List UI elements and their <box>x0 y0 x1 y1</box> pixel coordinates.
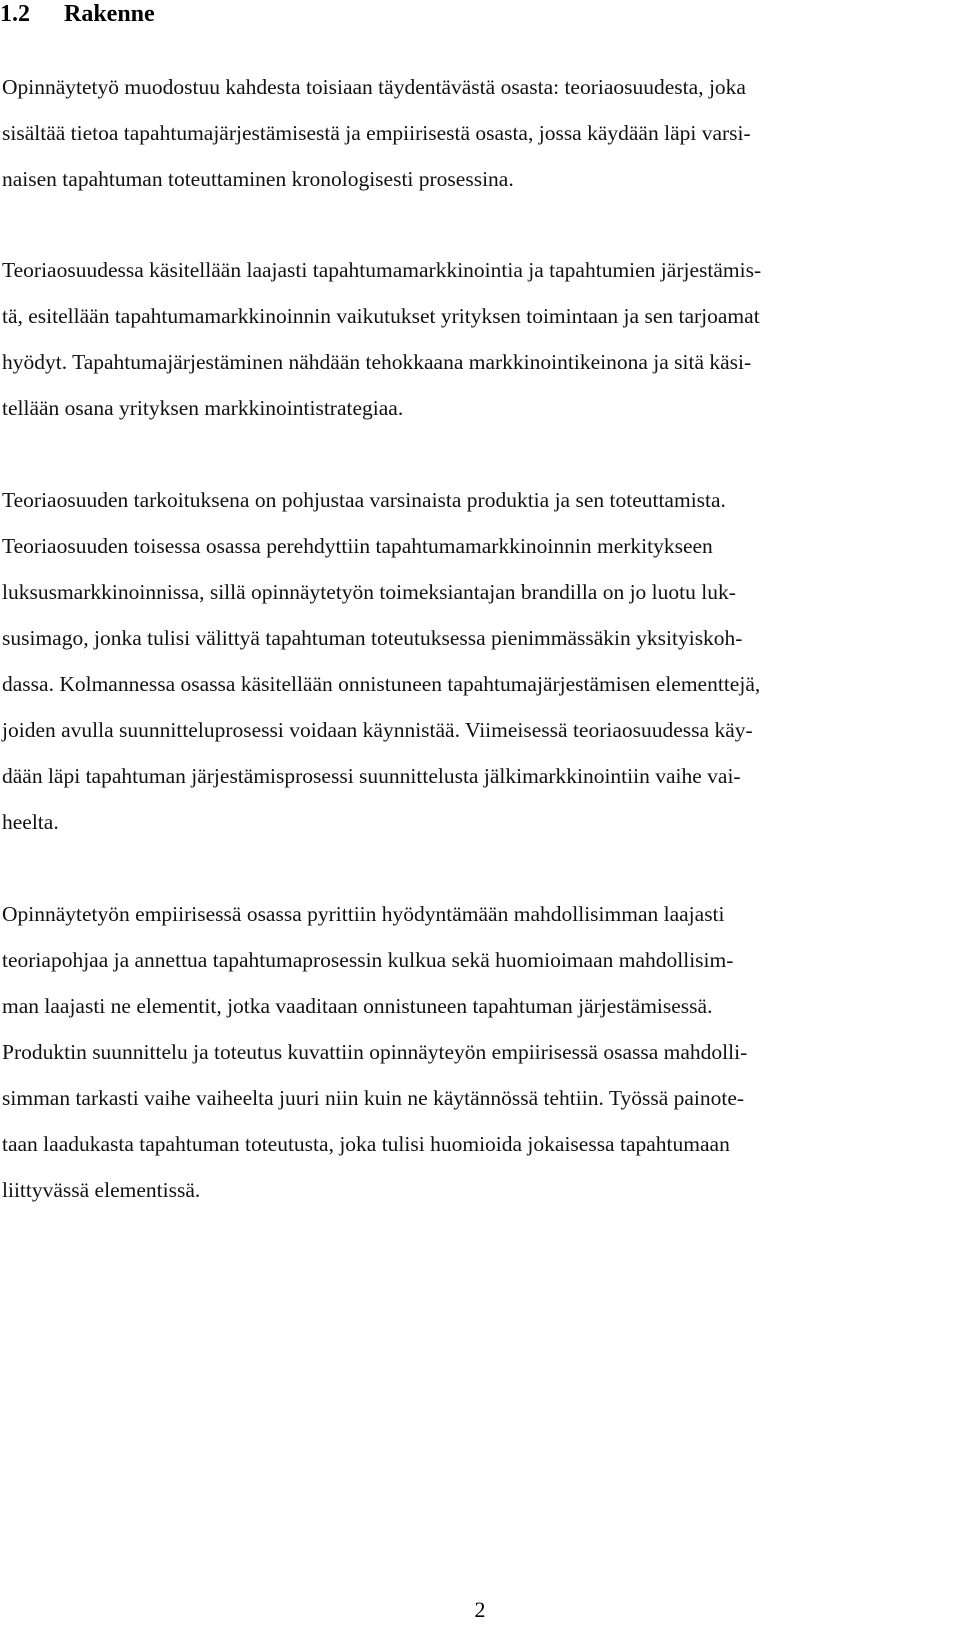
paragraph-empirical-part <box>2 891 747 1213</box>
paragraph-intro <box>2 64 751 202</box>
text-line: tellään osana yrityksen markkinointistrategiaa. <box>2 396 404 420</box>
text-line: simman tarkasti vaihe vaiheelta juuri niin kuin ne käytännössä tehtiin. Työssä painote- <box>2 1086 745 1110</box>
text-line: tä, esitellään tapahtumamarkkinoinnin vaikutukset yrityksen toimintaan ja sen tarjoamat <box>2 304 760 328</box>
text-line: Produktin suunnittelu ja toteutus kuvattiin opinnäyteyön empiirisessä osassa mahdolli- <box>2 1040 748 1064</box>
text-line: man laajasti ne elementit, jotka vaaditaan onnistuneen tapahtuman järjestämisessä. <box>2 994 713 1018</box>
section-number: 1.2 <box>0 1 30 27</box>
text-line: hyödyt. Tapahtumajärjestäminen nähdään tehokkaana markkinointikeinona ja sitä käsi- <box>2 350 752 374</box>
text-line: heelta. <box>2 810 59 834</box>
text-line: Teoriaosuuden toisessa osassa perehdyttiin tapahtumamarkkinoinnin merkitykseen <box>2 534 713 558</box>
page-number: 2 <box>474 1597 486 1622</box>
text-line: Teoriaosuudessa käsitellään laajasti tapahtumamarkkinointia ja tapahtumien järjestämis- <box>2 258 762 282</box>
text-line: joiden avulla suunnitteluprosessi voidaan käynnistää. Viimeisessä teoriaosuudessa käy- <box>2 718 753 742</box>
text-line: dassa. Kolmannessa osassa käsitellään onnistuneen tapahtumajärjestämisen elementtejä, <box>2 672 761 696</box>
text-line: luksusmarkkinoinnissa, sillä opinnäytetyön toimeksiantajan brandilla on jo luotu luk- <box>2 580 736 604</box>
section-title: Rakenne <box>64 1 155 27</box>
paragraph-theory-purpose <box>2 477 760 845</box>
text-line: dään läpi tapahtuman järjestämisprosessi suunnittelusta jälkimarkkinointiin vaihe vai- <box>2 764 741 788</box>
text-line: susimago, jonka tulisi välittyä tapahtuman toteutuksessa pienimmässäkin yksityiskoh- <box>2 626 743 650</box>
text-line: naisen tapahtuman toteuttaminen kronologisesti prosessina. <box>2 167 514 191</box>
text-line: liittyvässä elementissä. <box>2 1178 201 1202</box>
text-line: Teoriaosuuden tarkoituksena on pohjustaa varsinaista produktia ja sen toteuttamista. <box>2 488 726 512</box>
text-line: Opinnäytetyö muodostuu kahdesta toisiaan täydentävästä osasta: teoriaosuudesta, joka <box>2 75 746 99</box>
paragraph-theory-overview <box>2 247 761 431</box>
text-line: teoriapohjaa ja annettua tapahtumaprosessin kulkua sekä huomioimaan mahdollisim- <box>2 948 734 972</box>
text-line: Opinnäytetyön empiirisessä osassa pyrittiin hyödyntämään mahdollisimman laajasti <box>2 902 725 926</box>
text-line: taan laadukasta tapahtuman toteutusta, joka tulisi huomioida jokaisessa tapahtumaan <box>2 1132 730 1156</box>
section-heading <box>0 0 155 28</box>
text-line: sisältää tietoa tapahtumajärjestämisestä ja empiirisestä osasta, jossa käydään läpi varsi- <box>2 121 751 145</box>
